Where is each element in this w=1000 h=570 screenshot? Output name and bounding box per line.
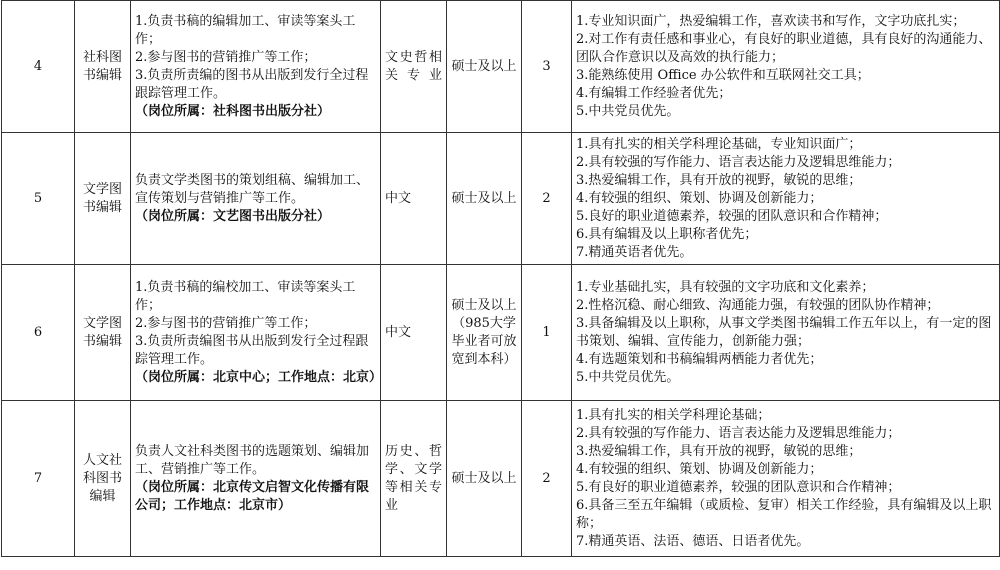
requirement-line: 3.热爱编辑工作，具有开放的视野，敏锐的思维； <box>576 443 862 459</box>
requirement-line: 2.对工作有责任感和事业心，有良好的职业道德，具有良好的沟通能力、团队合作意识以及高效的执行能力； <box>576 31 992 65</box>
position-title: 文学图书编辑 <box>75 133 131 265</box>
requirement-line: 6.具备三至五年编辑（或质检、复审）相关工作经验，具有编辑及以上职称； <box>576 497 992 531</box>
requirement-line: 1.具有扎实的相关学科理论基础，专业知识面广； <box>576 136 862 152</box>
duty-line: 2.参与图书的营销推广等工作； <box>135 315 317 331</box>
requirement-line: 1.专业知识面广，热爱编辑工作，喜欢读书和写作，文字功底扎实； <box>576 13 966 29</box>
table-row <box>2 265 1000 401</box>
requirement-line: 7.精通英语者优先。 <box>576 244 693 260</box>
requirement-line: 2.性格沉稳、耐心细致、沟通能力强，有较强的团队协作精神； <box>576 297 940 313</box>
row-number: 7 <box>2 401 75 557</box>
duty-line: 负责文学类图书的策划组稿、编辑加工、宣传策划与营销推广等工作。 <box>135 172 370 206</box>
row-number: 6 <box>2 265 75 401</box>
requirement-line: 3.热爱编辑工作，具有开放的视野，敏锐的思维； <box>576 172 862 188</box>
duties-cell <box>131 265 381 401</box>
department-note: （岗位所属：北京传文启智文化传播有限公司；工作地点：北京市） <box>135 479 370 513</box>
education-cell: 硕士及以上 <box>447 133 522 265</box>
row-number: 4 <box>2 1 75 133</box>
duty-line: 3.负责所责编的图书从出版到发行全过程跟踪管理工作。 <box>135 67 369 101</box>
requirement-line: 1.具有扎实的相关学科理论基础； <box>576 407 771 423</box>
requirements-cell <box>572 265 1000 401</box>
headcount-cell: 2 <box>522 401 572 557</box>
requirements-cell <box>572 133 1000 265</box>
requirement-line: 5.中共党员优先。 <box>576 103 680 119</box>
major-cell: 文史哲相关专业 <box>381 1 447 133</box>
requirement-line: 2.具有较强的写作能力、语言表达能力及逻辑思维能力； <box>576 425 901 441</box>
duty-line: 1.负责书稿的编校加工、审读等案头工作； <box>135 279 356 313</box>
education-cell: 硕士及以上 <box>447 1 522 133</box>
headcount-cell: 3 <box>522 1 572 133</box>
duty-line: 2.参与图书的营销推广等工作； <box>135 49 317 65</box>
table-row <box>2 1 1000 133</box>
table-row <box>2 133 1000 265</box>
requirement-line: 2.具有较强的写作能力、语言表达能力及逻辑思维能力； <box>576 154 901 170</box>
requirement-line: 5.有良好的职业道德素养，较强的团队意识和合作精神； <box>576 479 901 495</box>
headcount-cell: 2 <box>522 133 572 265</box>
major-cell: 中文 <box>381 133 447 265</box>
education-cell: 硕士及以上 <box>447 401 522 557</box>
requirements-cell <box>572 401 1000 557</box>
requirement-line: 6.具有编辑及以上职称者优先； <box>576 226 758 242</box>
position-title: 社科图书编辑 <box>75 1 131 133</box>
requirement-line: 4.有较强的组织、策划、协调及创新能力； <box>576 461 823 477</box>
requirements-cell <box>572 1 1000 133</box>
job-table <box>1 0 1000 557</box>
requirement-line: 3.具备编辑及以上职称，从事文学类图书编辑工作五年以上，有一定的图书策划、编辑、宣传能力，创新能力强； <box>576 315 992 349</box>
duties-cell <box>131 401 381 557</box>
requirement-line: 4.有较强的组织、策划、协调及创新能力； <box>576 190 823 206</box>
duty-line: 1.负责书稿的编辑加工、审读等案头工作； <box>135 13 356 47</box>
row-number: 5 <box>2 133 75 265</box>
duty-line: 负责人文社科类图书的选题策划、编辑加工、营销推广等工作。 <box>135 443 370 477</box>
duty-line: 3.负责所责编图书从出版到发行全过程跟踪管理工作。 <box>135 333 369 367</box>
education-cell: 硕士及以上（985大学毕业者可放宽到本科） <box>447 265 522 401</box>
requirement-line: 7.精通英语、法语、德语、日语者优先。 <box>576 533 810 549</box>
major-cell: 中文 <box>381 265 447 401</box>
requirement-line: 1.专业基础扎实，具有较强的文字功底和文化素养； <box>576 279 875 295</box>
duties-cell <box>131 133 381 265</box>
department-note: （岗位所属：文艺图书出版分社） <box>135 208 331 224</box>
headcount-cell: 1 <box>522 265 572 401</box>
requirement-line: 5.中共党员优先。 <box>576 369 680 385</box>
requirement-line: 5.良好的职业道德素养，较强的团队意识和合作精神； <box>576 208 888 224</box>
requirement-line: 4.有选题策划和书稿编辑两栖能力者优先； <box>576 351 823 367</box>
duties-cell <box>131 1 381 133</box>
table-row <box>2 401 1000 557</box>
requirement-line: 4.有编辑工作经验者优先； <box>576 85 732 101</box>
department-note: （岗位所属：北京中心；工作地点：北京） <box>135 369 383 385</box>
position-title: 文学图书编辑 <box>75 265 131 401</box>
department-note: （岗位所属：社科图书出版分社） <box>135 103 331 119</box>
requirement-line: 3.能熟练使用 Office 办公软件和互联网社交工具； <box>576 67 870 83</box>
position-title: 人文社科图书编辑 <box>75 401 131 557</box>
major-cell: 历史、哲学、文学等相关专业 <box>381 401 447 557</box>
